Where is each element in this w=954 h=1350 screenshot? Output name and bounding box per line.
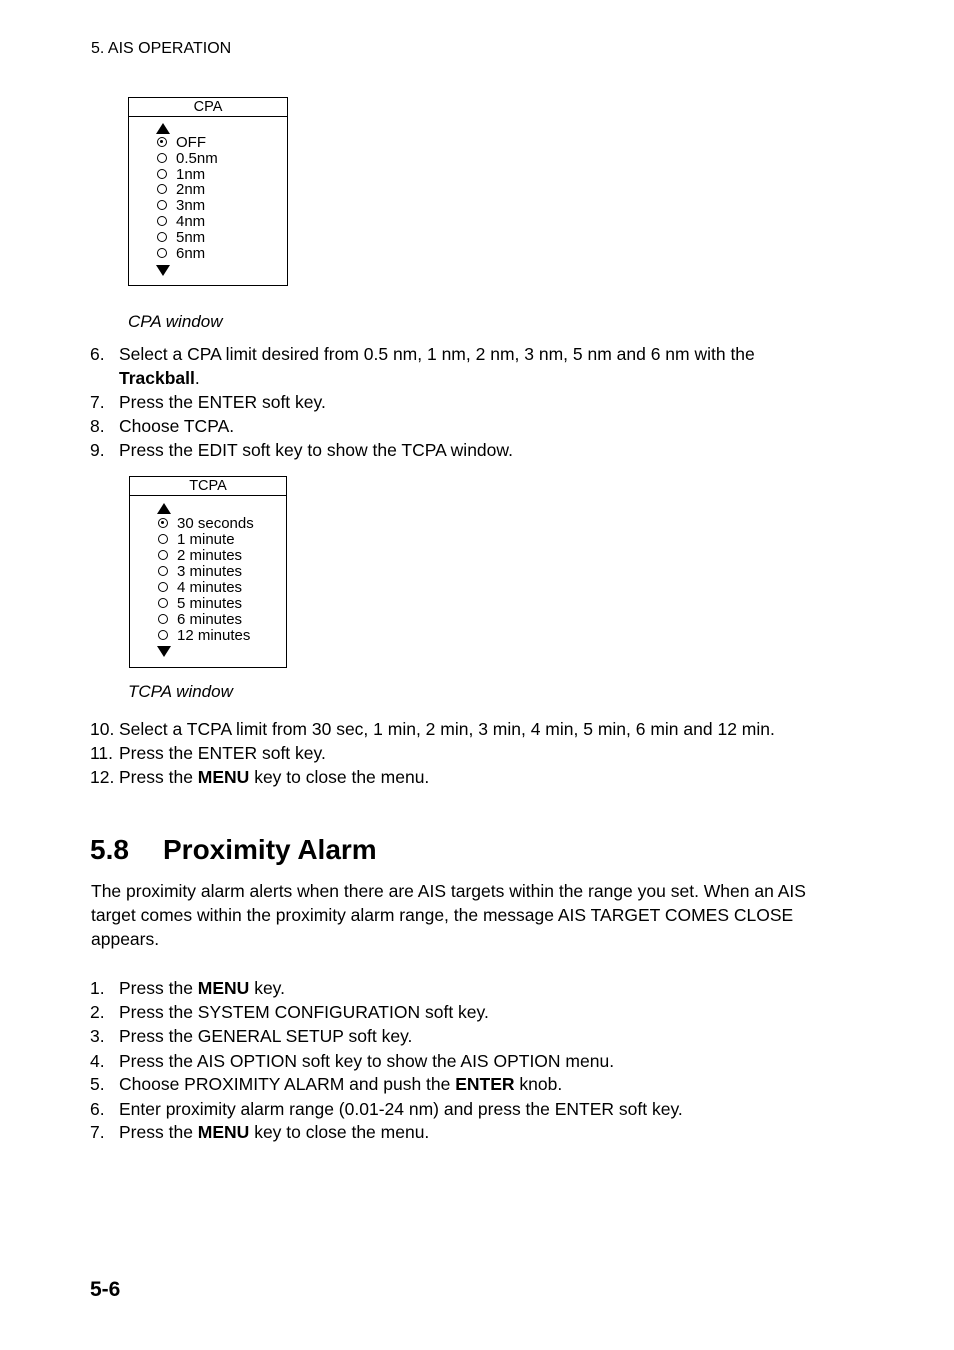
menu-option-label: 2nm [176,181,206,199]
radio-unselected-icon [157,232,167,242]
step-text-part: Select a CPA limit desired from 0.5 nm, 1 nm, 2 nm, 3 nm, 5 nm and 6 nm with the [119,344,755,364]
cpa-window-title: CPA [129,98,287,117]
section-heading [90,834,377,866]
radio-unselected-icon [158,598,168,608]
step-item [90,717,830,741]
menu-option-label: 30 seconds [177,515,254,532]
radio-unselected-icon [158,566,168,576]
step-text [119,976,830,1000]
radio-unselected-icon [158,614,168,624]
step-text-bold: MENU [197,978,250,998]
step-number: 11. [90,743,114,763]
step-item [90,976,830,1000]
radio-unselected-icon [158,630,168,640]
step-text [119,765,830,789]
radio-unselected-icon [157,216,167,226]
menu-option-label: 5nm [176,228,206,246]
step-item [90,1097,830,1121]
step-text-part: Press the GENERAL SETUP soft key. [119,1026,413,1046]
step-number: 5. [90,1074,105,1094]
step-text-part: key. [249,978,285,998]
step-item [90,1072,830,1096]
section-title: Proximity Alarm [163,834,377,865]
step-text [119,741,830,765]
step-text-part: Choose PROXIMITY ALARM and push the [119,1074,456,1094]
menu-option-label: 4nm [176,213,206,230]
tcpa-window-caption: TCPA window [128,682,233,701]
radio-unselected-icon [158,582,168,592]
step-text-part: Press the [119,1122,198,1142]
menu-option-label: 5 minutes [177,595,243,612]
step-text [119,1072,830,1096]
step-number: 8. [90,416,105,436]
menu-option-label: 12 minutes [177,627,251,644]
radio-unselected-icon [158,550,168,560]
step-number: 1. [90,978,105,998]
menu-option-label: 3 minutes [177,563,243,580]
menu-option-label: 4 minutes [177,579,243,596]
step-number: 6. [90,1099,105,1119]
step-text-part: Press the [119,978,198,998]
menu-option-label: 2 minutes [177,547,243,564]
step-item [90,1000,830,1024]
page-number: 5-6 [90,1278,121,1301]
step-text [119,1024,830,1048]
step-item [90,342,830,390]
step-text-bold: Trackball [119,368,195,388]
step-text [119,1097,830,1121]
cpa-window-caption: CPA window [128,312,223,331]
step-number: 10. [90,719,115,739]
step-text [119,342,830,390]
radio-unselected-icon [157,248,167,258]
step-text [119,1000,830,1024]
radio-unselected-icon [157,200,167,210]
step-text-part: Choose TCPA. [119,416,235,436]
step-item [90,414,830,438]
menu-option-label: 6nm [176,244,206,262]
step-text-part: Select a TCPA limit from 30 sec, 1 min, 2 min, 3 min, 4 min, 5 min, 6 min and 12 min. [119,719,775,739]
step-text-part: key to close the menu. [249,1122,430,1142]
menu-option-label: 6 minutes [177,611,243,628]
step-number: 9. [90,440,105,460]
cpa-window [128,97,288,286]
step-item [90,765,830,789]
radio-selected-icon [158,518,168,528]
step-text-part: key to close the menu. [249,767,430,787]
radio-unselected-icon [158,534,168,544]
step-item [90,1049,830,1073]
step-text-part: Press the [119,767,198,787]
step-item [90,1120,830,1144]
menu-option-label: 1nm [176,165,206,183]
step-number: 6. [90,344,105,364]
step-text-part: Press the AIS OPTION soft key to show the AIS OPTION menu. [119,1051,615,1071]
menu-option-label: 0.5nm [176,149,218,167]
section-number: 5.8 [90,834,129,865]
step-text-part: . [194,368,200,388]
step-text [119,717,830,741]
section-intro: The proximity alarm alerts when there are AIS targets within the range you set. When an AIS target comes within the proximity alarm range, the message AIS TARGET COMES CLOSE appears. [91,881,806,949]
menu-option-label: 1 minute [177,531,235,548]
scroll-down-arrow-icon [157,646,171,657]
tcpa-window [129,476,287,668]
step-text [119,414,830,438]
step-text [119,1049,830,1073]
step-text-bold: ENTER [455,1074,515,1094]
step-number: 4. [90,1051,105,1071]
step-text-part: Press the SYSTEM CONFIGURATION soft key. [119,1002,489,1022]
radio-selected-icon [157,137,167,147]
step-number: 7. [90,1122,105,1142]
radio-unselected-icon [157,184,167,194]
scroll-up-arrow-icon [157,503,171,514]
menu-option-label: 3nm [176,197,206,215]
step-text-part: Press the EDIT soft key to show the TCPA window. [119,440,513,460]
step-number: 12. [90,767,115,787]
step-item [90,741,830,765]
step-text-part: Enter proximity alarm range (0.01-24 nm) and press the ENTER soft key. [119,1099,683,1119]
step-number: 3. [90,1026,105,1046]
radio-unselected-icon [157,169,167,179]
step-text-bold: MENU [197,767,250,787]
step-item [90,390,830,414]
radio-unselected-icon [157,153,167,163]
step-text [119,1120,830,1144]
step-text-part: knob. [514,1074,563,1094]
step-number: 2. [90,1002,105,1022]
step-text [119,390,830,414]
step-text-bold: MENU [197,1122,250,1142]
step-text-part: Press the ENTER soft key. [119,392,326,412]
tcpa-window-title: TCPA [130,477,286,496]
scroll-up-arrow-icon [156,123,170,134]
step-number: 7. [90,392,105,412]
step-text-part: Press the ENTER soft key. [119,743,326,763]
running-header: 5. AIS OPERATION [91,40,232,57]
step-item [90,438,830,462]
step-text [119,438,830,462]
menu-option-label: OFF [176,134,206,151]
scroll-down-arrow-icon [156,265,170,276]
step-item [90,1024,830,1048]
